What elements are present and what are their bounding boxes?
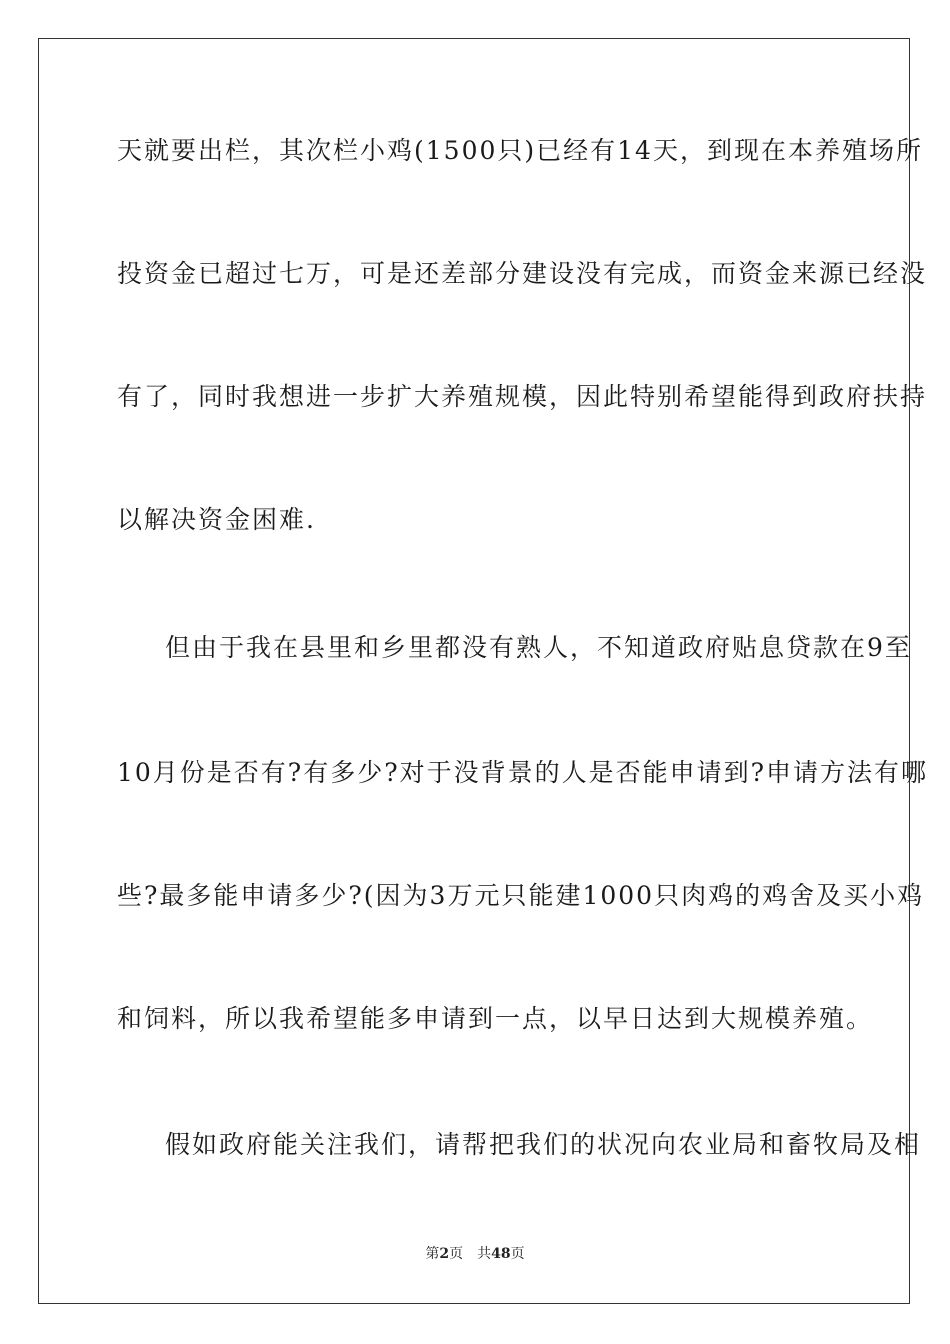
footer-page-prefix: 第 xyxy=(425,1246,440,1262)
paragraph-2-line-3: 些?最多能申请多少?(因为3万元只能建1000只肉鸡的鸡舍及买小鸡 xyxy=(117,881,925,910)
footer-total-prefix: 共 xyxy=(477,1246,492,1262)
paragraph-2-line-4: 和饲料，所以我希望能多申请到一点，以早日达到大规模养殖。 xyxy=(117,1004,874,1033)
paragraph-3-line-1: 假如政府能关注我们，请帮把我们的状况向农业局和畜牧局及相 xyxy=(165,1130,922,1159)
footer-page-suffix: 页 xyxy=(449,1246,464,1262)
page-footer xyxy=(0,1244,950,1264)
paragraph-2-line-2: 10月份是否有?有多少?对于没背景的人是否能申请到?申请方法有哪 xyxy=(117,758,929,787)
text-line-2: 投资金已超过七万，可是还差部分建设没有完成，而资金来源已经没 xyxy=(117,259,928,288)
footer-total-suffix: 页 xyxy=(510,1246,525,1262)
text-line-1: 天就要出栏，其次栏小鸡(1500只)已经有14天，到现在本养殖场所 xyxy=(117,136,923,165)
footer-page-number: 2 xyxy=(439,1246,450,1262)
text-line-3: 有了，同时我想进一步扩大养殖规模，因此特别希望能得到政府扶持 xyxy=(117,382,928,411)
paragraph-2-line-1: 但由于我在县里和乡里都没有熟人，不知道政府贴息贷款在9至 xyxy=(165,633,912,662)
page-border xyxy=(38,38,929,1304)
text-line-4: 以解决资金困难. xyxy=(117,505,316,534)
footer-total-pages: 48 xyxy=(491,1246,511,1262)
